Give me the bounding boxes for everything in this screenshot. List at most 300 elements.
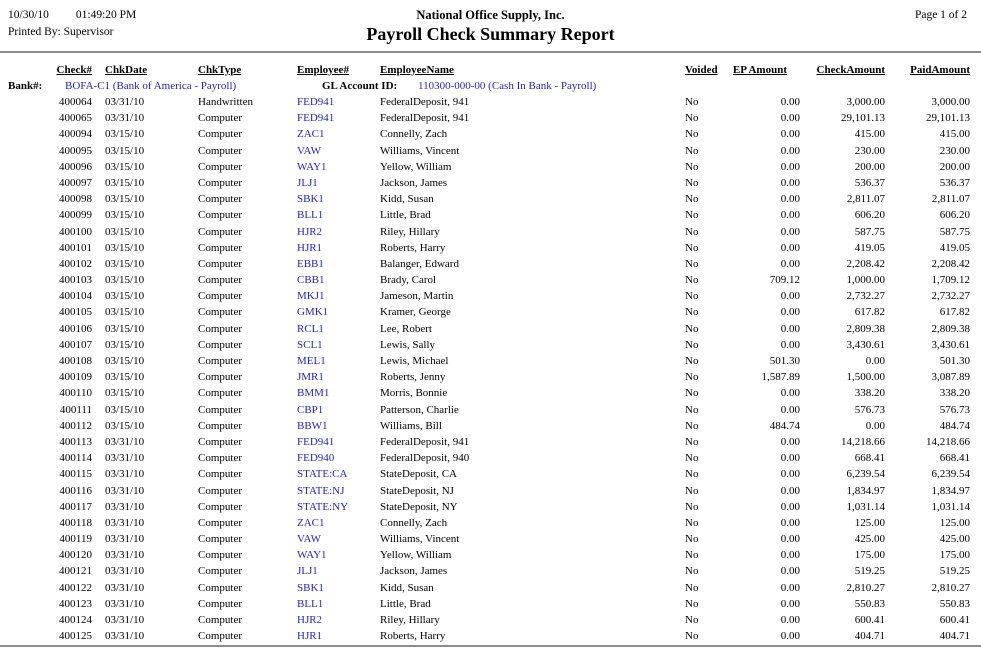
paid-amount-cell: 3,087.89: [931, 371, 970, 384]
voided-cell: No: [685, 355, 699, 367]
ep-amount-cell: 0.00: [780, 403, 800, 416]
voided-cell: No: [685, 387, 699, 400]
table-row: [0, 110, 981, 126]
employee-number-link[interactable]: FED941: [297, 112, 335, 125]
chk-type-cell: Computer: [198, 338, 242, 351]
table-row: [0, 596, 981, 612]
employee-name-cell: Riley, Hillary: [380, 614, 440, 626]
ep-amount-cell: 0.00: [780, 144, 800, 157]
column-header-employee-name: EmployeeName: [380, 64, 454, 76]
employee-name-cell: Kramer, George: [380, 306, 451, 319]
voided-cell: No: [685, 96, 699, 108]
ep-amount-cell: 0.00: [780, 549, 800, 562]
employee-name-cell: Kidd, Susan: [380, 193, 434, 206]
voided-cell: No: [685, 500, 699, 513]
employee-number-link[interactable]: SBK1: [297, 581, 324, 594]
employee-name-cell: Williams, Vincent: [380, 144, 460, 157]
paid-amount-cell: 550.83: [939, 597, 970, 610]
employee-number-link[interactable]: ZAC1: [297, 516, 325, 529]
check-number-cell: 400120: [59, 549, 92, 562]
voided-cell: No: [685, 549, 699, 562]
employee-number-link[interactable]: FED940: [297, 452, 335, 465]
employee-name-cell: StateDeposit, NJ: [380, 484, 454, 497]
paid-amount-cell: 2,811.07: [931, 193, 970, 206]
page-indicator: Page 1 of 2: [914, 9, 967, 21]
voided-cell: No: [685, 565, 699, 578]
paid-amount-cell: 519.25: [939, 565, 970, 578]
check-amount-cell: 14,218.66: [841, 435, 885, 448]
chk-date-cell: 03/31/10: [105, 533, 145, 546]
chk-date-cell: 03/31/10: [105, 468, 145, 481]
table-row: [0, 143, 981, 159]
voided-cell: No: [685, 257, 699, 270]
employee-number-link[interactable]: HJR1: [297, 630, 323, 643]
bank-value-link[interactable]: BOFA-C1 (Bank of America - Payroll): [65, 80, 237, 92]
chk-type-cell: Computer: [198, 468, 242, 481]
chk-type-cell: Computer: [198, 435, 242, 448]
check-amount-cell: 125.00: [854, 516, 885, 529]
check-amount-cell: 600.41: [854, 614, 885, 626]
employee-number-link[interactable]: WAY1: [297, 549, 327, 562]
ep-amount-cell: 0.00: [780, 160, 800, 173]
check-number-cell: 400124: [59, 614, 92, 626]
paid-amount-cell: 576.73: [939, 403, 970, 416]
check-number-cell: 400112: [59, 419, 92, 432]
check-amount-cell: 576.73: [854, 403, 885, 416]
chk-date-cell: 03/15/10: [105, 257, 145, 270]
bank-label: Bank#:: [8, 80, 43, 92]
employee-name-cell: Roberts, Harry: [380, 241, 446, 254]
paid-amount-cell: 230.00: [939, 144, 970, 157]
paid-amount-cell: 600.41: [939, 614, 970, 626]
voided-cell: No: [685, 468, 699, 481]
employee-name-cell: Williams, Bill: [380, 419, 442, 432]
chk-date-cell: 03/31/10: [105, 630, 145, 643]
employee-name-cell: Connelly, Zach: [380, 516, 448, 529]
chk-date-cell: 03/15/10: [105, 160, 145, 173]
ep-amount-cell: 0.00: [780, 241, 800, 254]
employee-number-link[interactable]: FED941: [297, 435, 335, 448]
print-date: 10/30/10: [8, 9, 49, 21]
employee-name-cell: StateDeposit, CA: [380, 468, 457, 481]
check-amount-cell: 617.82: [854, 306, 885, 319]
employee-name-cell: Roberts, Harry: [380, 630, 446, 643]
check-number-cell: 400114: [59, 452, 92, 465]
employee-number-link[interactable]: CBB1: [297, 274, 325, 287]
column-header-row: [0, 62, 981, 78]
chk-date-cell: 03/31/10: [105, 500, 145, 513]
paid-amount-cell: 617.82: [939, 306, 970, 319]
table-row: [0, 612, 981, 628]
ep-amount-cell: 0.00: [780, 630, 800, 643]
gl-account-label: GL Account ID:: [322, 80, 398, 92]
employee-name-cell: Yellow, William: [380, 549, 452, 562]
check-amount-cell: 230.00: [854, 144, 885, 157]
voided-cell: No: [685, 225, 699, 238]
table-row: [0, 353, 981, 369]
chk-date-cell: 03/15/10: [105, 403, 145, 416]
paid-amount-cell: 125.00: [939, 516, 970, 529]
chk-date-cell: 03/15/10: [105, 322, 145, 335]
voided-cell: No: [685, 403, 699, 416]
table-row: [0, 240, 981, 256]
check-number-cell: 400104: [59, 290, 92, 303]
check-number-cell: 400123: [59, 597, 92, 610]
check-amount-cell: 2,809.38: [846, 322, 885, 335]
employee-number-link[interactable]: JLJ1: [297, 176, 318, 189]
ep-amount-cell: 0.00: [780, 387, 800, 400]
check-number-cell: 400125: [59, 630, 92, 643]
employee-number-link[interactable]: WAY1: [297, 160, 327, 173]
voided-cell: No: [685, 435, 699, 448]
check-amount-cell: 1,500.00: [846, 371, 885, 384]
table-row: [0, 466, 981, 482]
paid-amount-cell: 14,218.66: [926, 435, 970, 448]
paid-amount-cell: 3,000.00: [931, 96, 970, 108]
check-amount-cell: 3,430.61: [846, 338, 885, 351]
chk-type-cell: Handwritten: [198, 96, 253, 108]
employee-number-link[interactable]: MKJ1: [297, 290, 325, 303]
employee-name-cell: FederalDeposit, 940: [380, 452, 470, 465]
ep-amount-cell: 0.00: [780, 96, 800, 108]
chk-date-cell: 03/31/10: [105, 614, 145, 626]
page-header: [0, 0, 981, 53]
chk-date-cell: 03/15/10: [105, 209, 145, 222]
bank-row: [0, 78, 981, 94]
check-number-cell: 400101: [59, 241, 92, 254]
employee-name-cell: Morris, Bonnie: [380, 387, 448, 400]
chk-date-cell: 03/15/10: [105, 371, 145, 384]
check-number-cell: 400115: [59, 468, 92, 481]
employee-name-cell: Yellow, William: [380, 160, 452, 173]
chk-date-cell: 03/31/10: [105, 96, 145, 108]
table-row: [0, 272, 981, 288]
check-amount-cell: 1,031.14: [846, 500, 885, 513]
chk-date-cell: 03/15/10: [105, 241, 145, 254]
employee-name-cell: Jackson, James: [380, 176, 448, 189]
column-header-check-amount: CheckAmount: [816, 64, 885, 76]
print-time: 01:49:20 PM: [75, 9, 137, 21]
check-number-cell: 400113: [59, 435, 92, 448]
table-row: [0, 337, 981, 353]
chk-date-cell: 03/15/10: [105, 338, 145, 351]
table-row: [0, 159, 981, 175]
check-number-cell: 400103: [59, 274, 92, 287]
table-row: [0, 191, 981, 207]
chk-date-cell: 03/15/10: [105, 144, 145, 157]
employee-name-cell: Patterson, Charlie: [380, 403, 459, 416]
employee-name-cell: Little, Brad: [380, 597, 431, 610]
chk-date-cell: 03/31/10: [105, 549, 145, 562]
check-number-cell: 400122: [59, 581, 92, 594]
chk-type-cell: Computer: [198, 630, 242, 643]
table-row: [0, 418, 981, 434]
check-number-cell: 400100: [59, 225, 92, 238]
employee-name-cell: FederalDeposit, 941: [380, 96, 470, 108]
table-row: [0, 94, 981, 110]
voided-cell: No: [685, 112, 699, 125]
table-row: [0, 547, 981, 563]
chk-type-cell: Computer: [198, 193, 242, 206]
employee-number-link[interactable]: VAW: [297, 533, 321, 546]
voided-cell: No: [685, 452, 699, 465]
check-amount-cell: 200.00: [854, 160, 885, 173]
ep-amount-cell: 0.00: [780, 306, 800, 319]
ep-amount-cell: 0.00: [780, 468, 800, 481]
voided-cell: No: [685, 290, 699, 303]
employee-number-link[interactable]: HJR2: [297, 225, 323, 238]
ep-amount-cell: 0.00: [780, 581, 800, 594]
check-amount-cell: 425.00: [854, 533, 885, 546]
employee-name-cell: Roberts, Jenny: [380, 371, 446, 384]
employee-number-link[interactable]: SBK1: [297, 193, 324, 206]
employee-number-link[interactable]: STATE:NY: [297, 500, 349, 513]
employee-number-link[interactable]: BBW1: [297, 419, 328, 432]
printed-by-value: Supervisor: [63, 26, 114, 38]
chk-date-cell: 03/15/10: [105, 128, 145, 141]
table-row: [0, 483, 981, 499]
employee-name-cell: Kidd, Susan: [380, 581, 434, 594]
chk-date-cell: 03/15/10: [105, 355, 145, 367]
ep-amount-cell: 0.00: [780, 500, 800, 513]
check-amount-cell: 1,834.97: [846, 484, 885, 497]
voided-cell: No: [685, 160, 699, 173]
employee-number-link[interactable]: HJR1: [297, 241, 323, 254]
ep-amount-cell: 0.00: [780, 597, 800, 610]
employee-number-link[interactable]: FED941: [297, 96, 335, 108]
table-row: [0, 288, 981, 304]
table-row: [0, 385, 981, 401]
employee-number-link[interactable]: HJR2: [297, 614, 323, 626]
table-row: [0, 515, 981, 531]
table-row: [0, 563, 981, 579]
printed-by-label: Printed By:: [8, 26, 61, 38]
check-amount-cell: 2,810.27: [846, 581, 885, 594]
voided-cell: No: [685, 597, 699, 610]
voided-cell: No: [685, 193, 699, 206]
employee-name-cell: Lewis, Michael: [380, 355, 449, 367]
check-amount-cell: 519.25: [854, 565, 885, 578]
paid-amount-cell: 338.20: [939, 387, 970, 400]
chk-type-cell: Computer: [198, 500, 242, 513]
chk-type-cell: Computer: [198, 274, 242, 287]
check-amount-cell: 587.75: [854, 225, 885, 238]
column-header-paid-amount: PaidAmount: [910, 64, 970, 76]
employee-number-link[interactable]: GMK1: [297, 306, 329, 319]
paid-amount-cell: 2,809.38: [931, 322, 970, 335]
voided-cell: No: [685, 128, 699, 141]
paid-amount-cell: 425.00: [939, 533, 970, 546]
paid-amount-cell: 1,834.97: [931, 484, 970, 497]
voided-cell: No: [685, 419, 699, 432]
check-number-cell: 400117: [59, 500, 92, 513]
check-number-cell: 400121: [59, 565, 92, 578]
chk-date-cell: 03/31/10: [105, 516, 145, 529]
employee-number-link[interactable]: JLJ1: [297, 565, 318, 578]
employee-number-link[interactable]: ZAC1: [297, 128, 325, 141]
table-row: [0, 580, 981, 596]
check-number-cell: 400097: [59, 176, 92, 189]
chk-type-cell: Computer: [198, 209, 242, 222]
check-number-cell: 400098: [59, 193, 92, 206]
ep-amount-cell: 0.00: [780, 322, 800, 335]
table-row: [0, 369, 981, 385]
voided-cell: No: [685, 614, 699, 626]
employee-number-link[interactable]: STATE:CA: [297, 468, 348, 481]
table-row: [0, 402, 981, 418]
table-row: [0, 628, 981, 644]
paid-amount-cell: 536.37: [939, 176, 970, 189]
column-header-check-num: Check#: [56, 64, 92, 76]
table-row: [0, 304, 981, 320]
chk-date-cell: 03/15/10: [105, 274, 145, 287]
employee-number-link[interactable]: VAW: [297, 144, 321, 157]
column-header-ep-amount: EP Amount: [732, 64, 787, 76]
ep-amount-cell: 0.00: [780, 565, 800, 578]
employee-number-link[interactable]: BLL1: [297, 597, 324, 610]
voided-cell: No: [685, 176, 699, 189]
chk-type-cell: Computer: [198, 225, 242, 238]
paid-amount-cell: 484.74: [939, 419, 970, 432]
employee-number-link[interactable]: STATE:NJ: [297, 484, 345, 497]
ep-amount-cell: 0.00: [780, 338, 800, 351]
check-number-cell: 400102: [59, 257, 92, 270]
paid-amount-cell: 606.20: [939, 209, 970, 222]
voided-cell: No: [685, 241, 699, 254]
check-number-cell: 400107: [59, 338, 92, 351]
check-amount-cell: 415.00: [854, 128, 885, 141]
check-amount-cell: 404.71: [854, 630, 885, 643]
table-row: [0, 450, 981, 466]
employee-name-cell: Lewis, Sally: [380, 338, 435, 351]
voided-cell: No: [685, 516, 699, 529]
company-name: National Office Supply, Inc.: [416, 8, 565, 22]
check-number-cell: 400110: [59, 387, 92, 400]
chk-date-cell: 03/31/10: [105, 452, 145, 465]
chk-date-cell: 03/31/10: [105, 435, 145, 448]
employee-number-link[interactable]: MEL1: [297, 355, 326, 367]
employee-name-cell: StateDeposit, NY: [380, 500, 458, 513]
voided-cell: No: [685, 371, 699, 384]
chk-type-cell: Computer: [198, 452, 242, 465]
chk-date-cell: 03/15/10: [105, 193, 145, 206]
chk-type-cell: Computer: [198, 614, 242, 626]
report-title: Payroll Check Summary Report: [366, 24, 615, 44]
check-amount-cell: 2,732.27: [846, 290, 885, 303]
paid-amount-cell: 2,208.42: [931, 257, 970, 270]
check-amount-cell: 419.05: [854, 241, 885, 254]
employee-number-link[interactable]: JMR1: [297, 371, 324, 384]
chk-type-cell: Computer: [198, 371, 242, 384]
chk-type-cell: Computer: [198, 597, 242, 610]
column-header-chk-date: ChkDate: [105, 64, 148, 76]
voided-cell: No: [685, 630, 699, 643]
ep-amount-cell: 501.30: [769, 355, 800, 367]
chk-date-cell: 03/31/10: [105, 597, 145, 610]
chk-type-cell: Computer: [198, 516, 242, 529]
chk-date-cell: 03/31/10: [105, 484, 145, 497]
check-number-cell: 400096: [59, 160, 92, 173]
table-row: [0, 499, 981, 515]
check-amount-cell: 338.20: [854, 387, 885, 400]
check-amount-cell: 536.37: [854, 176, 885, 189]
employee-number-link[interactable]: EBB1: [297, 257, 324, 270]
chk-date-cell: 03/15/10: [105, 419, 145, 432]
chk-type-cell: Computer: [198, 257, 242, 270]
check-amount-cell: 0.00: [865, 419, 885, 432]
check-number-cell: 400095: [59, 144, 92, 157]
chk-type-cell: Computer: [198, 128, 242, 141]
ep-amount-cell: 0.00: [780, 484, 800, 497]
check-number-cell: 400116: [59, 484, 92, 497]
employee-number-link[interactable]: RCL1: [297, 322, 324, 335]
bottom-rule: [0, 645, 981, 647]
paid-amount-cell: 3,430.61: [931, 338, 970, 351]
check-number-cell: 400109: [59, 371, 92, 384]
employee-name-cell: Jameson, Martin: [380, 290, 454, 303]
check-number-cell: 400099: [59, 209, 92, 222]
employee-number-link[interactable]: BMM1: [297, 387, 330, 400]
voided-cell: No: [685, 144, 699, 157]
employee-name-cell: FederalDeposit, 941: [380, 435, 470, 448]
ep-amount-cell: 1,587.89: [761, 371, 800, 384]
check-number-cell: 400106: [59, 322, 92, 335]
check-number-cell: 400118: [59, 516, 92, 529]
paid-amount-cell: 587.75: [939, 225, 970, 238]
chk-date-cell: 03/15/10: [105, 176, 145, 189]
employee-name-cell: Balanger, Edward: [380, 257, 459, 270]
employee-name-cell: Jackson, James: [380, 565, 448, 578]
chk-date-cell: 03/15/10: [105, 306, 145, 319]
paid-amount-cell: 419.05: [939, 241, 970, 254]
check-amount-cell: 3,000.00: [846, 96, 885, 108]
check-amount-cell: 0.00: [865, 355, 885, 367]
employee-name-cell: FederalDeposit, 941: [380, 112, 470, 125]
chk-type-cell: Computer: [198, 160, 242, 173]
paid-amount-cell: 2,810.27: [931, 581, 970, 594]
gl-account-value-link[interactable]: 110300-000-00 (Cash In Bank - Payroll): [418, 80, 597, 92]
ep-amount-cell: 0.00: [780, 176, 800, 189]
check-amount-cell: 2,811.07: [846, 193, 885, 206]
chk-type-cell: Computer: [198, 403, 242, 416]
paid-amount-cell: 1,031.14: [931, 500, 970, 513]
chk-type-cell: Computer: [198, 581, 242, 594]
chk-date-cell: 03/15/10: [105, 225, 145, 238]
ep-amount-cell: 0.00: [780, 193, 800, 206]
chk-date-cell: 03/15/10: [105, 387, 145, 400]
employee-name-cell: Connelly, Zach: [380, 128, 448, 141]
voided-cell: No: [685, 581, 699, 594]
employee-number-link[interactable]: BLL1: [297, 209, 324, 222]
check-amount-cell: 29,101.13: [841, 112, 885, 125]
paid-amount-cell: 415.00: [939, 128, 970, 141]
chk-type-cell: Computer: [198, 565, 242, 578]
paid-amount-cell: 501.30: [939, 355, 970, 367]
paid-amount-cell: 404.71: [939, 630, 970, 643]
chk-type-cell: Computer: [198, 484, 242, 497]
chk-date-cell: 03/31/10: [105, 112, 145, 125]
employee-number-link[interactable]: CBP1: [297, 403, 324, 416]
voided-cell: No: [685, 484, 699, 497]
chk-type-cell: Computer: [198, 112, 242, 125]
table-row: [0, 175, 981, 191]
employee-number-link[interactable]: SCL1: [297, 338, 323, 351]
check-number-cell: 400119: [59, 533, 92, 546]
employee-name-cell: Little, Brad: [380, 209, 431, 222]
employee-name-cell: Riley, Hillary: [380, 225, 440, 238]
paid-amount-cell: 2,732.27: [931, 290, 970, 303]
chk-type-cell: Computer: [198, 144, 242, 157]
